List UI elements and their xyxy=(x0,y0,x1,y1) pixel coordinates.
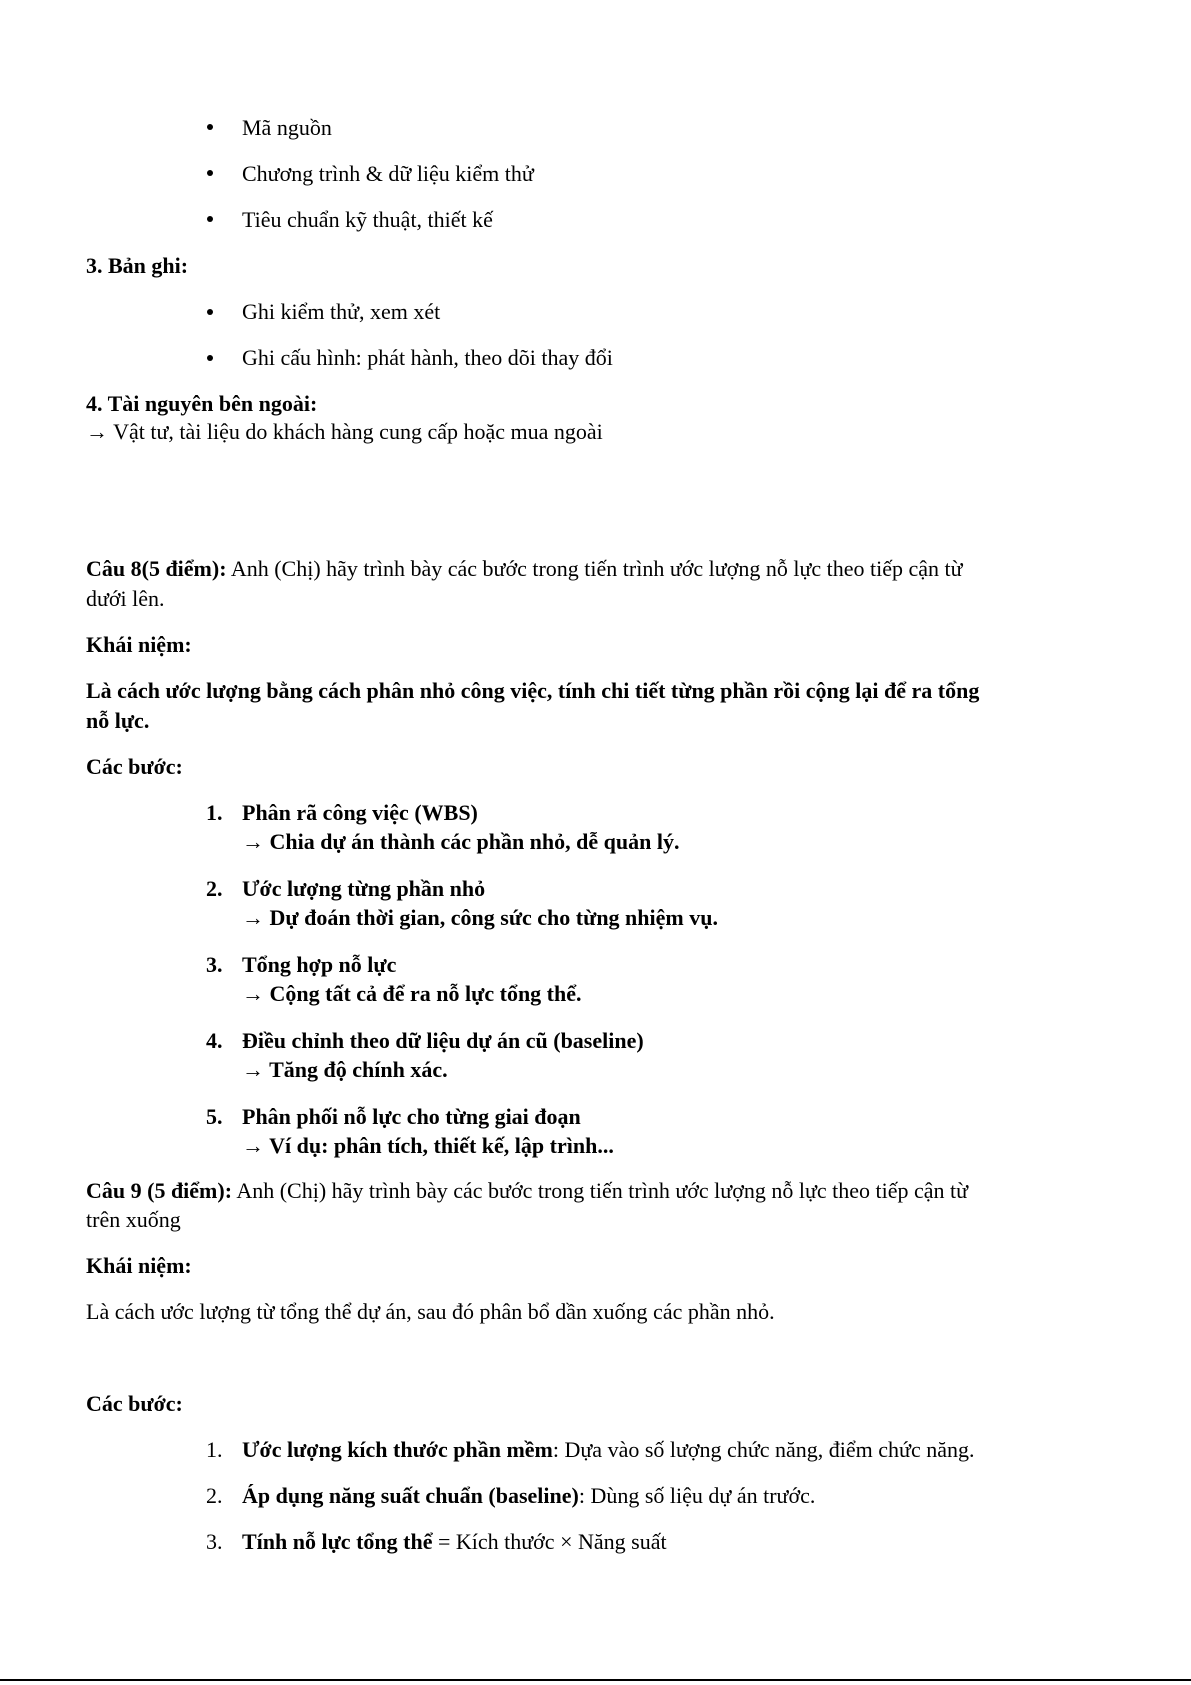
question-label: Câu 8(5 điểm): xyxy=(86,556,227,581)
concept-heading: Khái niệm: xyxy=(86,1253,192,1278)
step-title: Tính nỗ lực tổng thể xyxy=(242,1529,433,1554)
step-title: Ước lượng từng phần nhỏ xyxy=(242,876,486,901)
question-8 xyxy=(86,554,963,584)
concept-text-continued: nỗ lực. xyxy=(86,708,150,733)
step-number: 2. xyxy=(206,876,223,901)
bullet-icon xyxy=(207,170,213,176)
question-text: Anh (Chị) hãy trình bày các bước trong tiến trình ước lượng nỗ lực theo tiếp cận từ xyxy=(226,556,963,581)
step-title: Phân phối nỗ lực cho từng giai đoạn xyxy=(242,1104,581,1129)
list-item: Tiêu chuẩn kỹ thuật, thiết kế xyxy=(242,207,493,232)
concept-text: Là cách ước lượng bằng cách phân nhỏ công việc, tính chi tiết từng phần rồi cộng lại để ra tổng xyxy=(86,678,980,703)
question-text-continued: dưới lên. xyxy=(86,586,165,611)
list-item: Mã nguồn xyxy=(242,115,332,140)
step-number: 2. xyxy=(206,1483,223,1508)
step-detail: : Dùng số liệu dự án trước. xyxy=(578,1483,816,1508)
step-title: Tổng hợp nỗ lực xyxy=(242,952,397,977)
step-detail: → Ví dụ: phân tích, thiết kế, lập trình... xyxy=(242,1133,614,1158)
question-label: Câu 9 (5 điểm): xyxy=(86,1178,233,1203)
section-heading: 4. Tài nguyên bên ngoài: xyxy=(86,391,318,416)
section-text: → Vật tư, tài liệu do khách hàng cung cấp hoặc mua ngoài xyxy=(86,419,603,444)
steps-heading: Các bước: xyxy=(86,1391,183,1416)
step-detail: = Kích thước × Năng suất xyxy=(432,1529,667,1554)
step-item xyxy=(242,1527,667,1557)
bullet-icon xyxy=(207,309,213,315)
question-text-continued: trên xuống xyxy=(86,1207,181,1232)
step-title: Điều chỉnh theo dữ liệu dự án cũ (baseline) xyxy=(242,1028,644,1053)
step-title: Ước lượng kích thước phần mềm xyxy=(242,1437,553,1462)
concept-heading: Khái niệm: xyxy=(86,632,192,657)
step-item xyxy=(242,1481,815,1511)
bullet-icon xyxy=(207,124,213,130)
step-number: 4. xyxy=(206,1028,223,1053)
step-detail: → Dự đoán thời gian, công sức cho từng nhiệm vụ. xyxy=(242,905,718,930)
step-number: 1. xyxy=(206,800,223,825)
bullet-icon xyxy=(207,355,213,361)
step-number: 3. xyxy=(206,952,223,977)
list-item: Ghi cấu hình: phát hành, theo dõi thay đổi xyxy=(242,345,613,370)
list-item: Ghi kiểm thử, xem xét xyxy=(242,299,441,324)
step-number: 1. xyxy=(206,1437,223,1462)
step-title: Áp dụng năng suất chuẩn (baseline) xyxy=(242,1483,579,1508)
bullet-icon xyxy=(207,216,213,222)
step-title: Phân rã công việc (WBS) xyxy=(242,800,478,825)
step-detail: → Chia dự án thành các phần nhỏ, dễ quản lý. xyxy=(242,829,680,854)
step-item xyxy=(242,1435,974,1465)
step-number: 3. xyxy=(206,1529,223,1554)
steps-heading: Các bước: xyxy=(86,754,183,779)
page-bottom-rule xyxy=(0,1679,1191,1681)
question-text: Anh (Chị) hãy trình bày các bước trong tiến trình ước lượng nỗ lực theo tiếp cận từ xyxy=(232,1178,969,1203)
step-number: 5. xyxy=(206,1104,223,1129)
concept-text: Là cách ước lượng từ tổng thể dự án, sau đó phân bổ dần xuống các phần nhỏ. xyxy=(86,1299,775,1324)
section-heading: 3. Bản ghi: xyxy=(86,253,189,278)
step-detail: → Cộng tất cả để ra nỗ lực tổng thể. xyxy=(242,981,582,1006)
step-detail: → Tăng độ chính xác. xyxy=(242,1057,448,1082)
step-detail: : Dựa vào số lượng chức năng, điểm chức năng. xyxy=(552,1437,975,1462)
list-item: Chương trình & dữ liệu kiểm thử xyxy=(242,161,534,186)
question-9 xyxy=(86,1176,968,1206)
